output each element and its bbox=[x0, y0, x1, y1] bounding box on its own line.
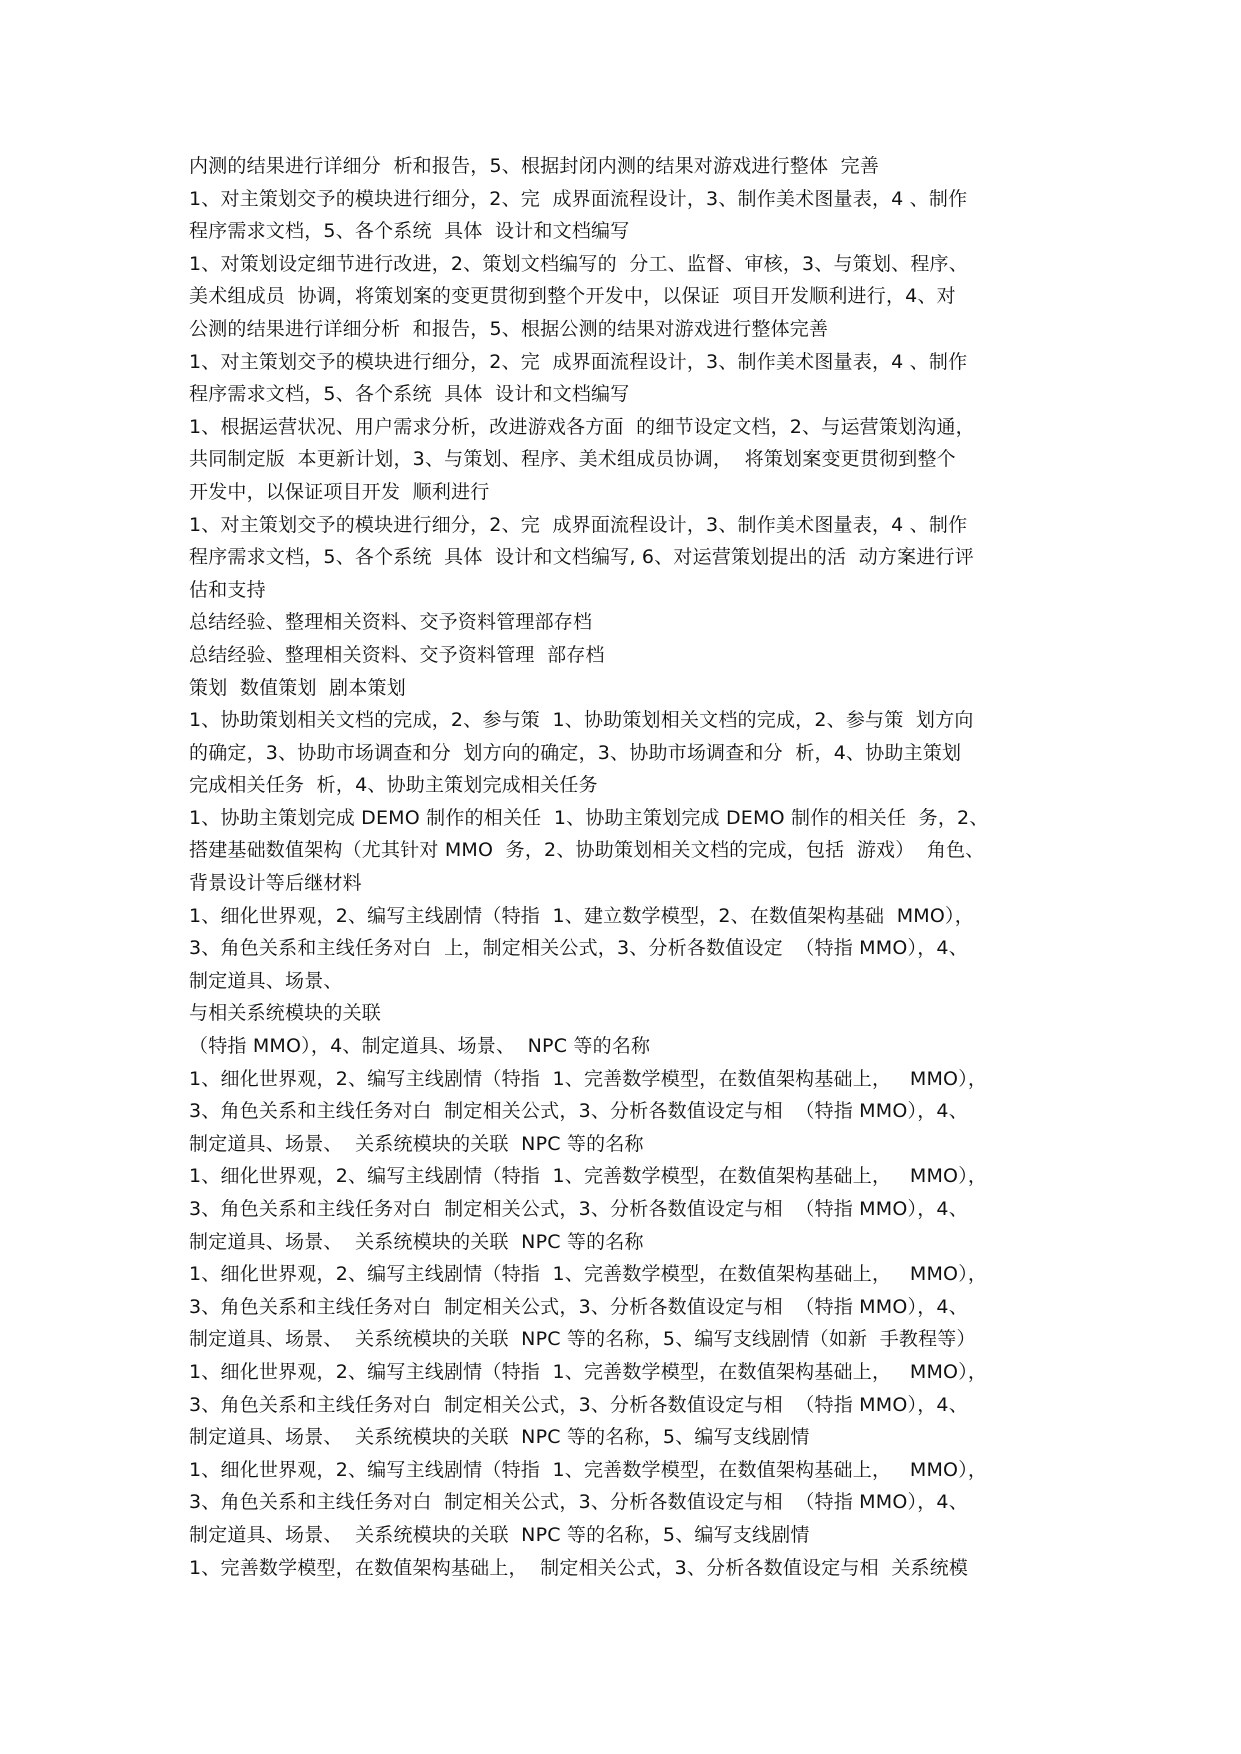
text-line: 程序需求文档，5、各个系统 具体 设计和文档编写, 6、对运营策划提出的活 动方案进行评 bbox=[189, 546, 974, 569]
text-line: 共同制定版 本更新计划，3、与策划、程序、美术组成员协调， 将策划案变更贯彻到整个 bbox=[189, 448, 956, 471]
text-line: 3、角色关系和主线任务对白 制定相关公式，3、分析各数值设定与相 （特指 MMO），4、 bbox=[189, 1295, 968, 1318]
text-line: 程序需求文档，5、各个系统 具体 设计和文档编写 bbox=[189, 383, 630, 406]
text-line: 1、对主策划交予的模块进行细分，2、完 成界面流程设计，3、制作美术图量表，4 、制作 bbox=[189, 513, 968, 536]
text-line: 1、对主策划交予的模块进行细分，2、完 成界面流程设计，3、制作美术图量表，4 、制作 bbox=[189, 350, 968, 373]
text-line: 3、角色关系和主线任务对白 制定相关公式，3、分析各数值设定与相 （特指 MMO），4、 bbox=[189, 1198, 968, 1220]
text-line: 开发中，以保证项目开发 顺利进行 bbox=[189, 480, 490, 503]
text-line: 1、细化世界观，2、编写主线剧情（特指 1、完善数学模型，在数值架构基础上， MMO）， bbox=[189, 1067, 988, 1090]
text-line: 1、根据运营状况、用户需求分析，改进游戏各方面 的细节设定文档，2、与运营策划沟通， bbox=[189, 415, 975, 438]
text-line: 1、细化世界观，2、编写主线剧情（特指 1、建立数学模型，2、在数值架构基础 MMO）， bbox=[189, 904, 974, 927]
text-line: 1、细化世界观，2、编写主线剧情（特指 1、完善数学模型，在数值架构基础上， MMO）， bbox=[189, 1263, 988, 1286]
text-line: 制定道具、场景、 关系统模块的关联 NPC 等的名称 bbox=[189, 1230, 644, 1253]
text-line: 1、对主策划交予的模块进行细分，2、完 成界面流程设计，3、制作美术图量表，4 、制作 bbox=[189, 187, 968, 210]
text-line: 美术组成员 协调，将策划案的变更贯彻到整个开发中，以保证 项目开发顺利进行，4、对 bbox=[189, 285, 956, 308]
text-line: 3、角色关系和主线任务对白 制定相关公式，3、分析各数值设定与相 （特指 MMO），4、 bbox=[189, 1491, 968, 1514]
text-line: 1、协助策划相关文档的完成，2、参与策 1、协助策划相关文档的完成，2、参与策 划方向 bbox=[189, 709, 974, 732]
text-line: 程序需求文档，5、各个系统 具体 设计和文档编写 bbox=[189, 220, 630, 243]
text-line: 制定道具、场景、 关系统模块的关联 NPC 等的名称 bbox=[189, 1132, 644, 1155]
text-line: 总结经验、整理相关资料、交予资料管理 部存档 bbox=[189, 643, 605, 666]
text-line: 制定道具、场景、 关系统模块的关联 NPC 等的名称，5、编写支线剧情 bbox=[189, 1426, 810, 1449]
text-line: 3、角色关系和主线任务对白 制定相关公式，3、分析各数值设定与相 （特指 MMO），4、 bbox=[189, 1393, 968, 1416]
text-line: 1、细化世界观，2、编写主线剧情（特指 1、完善数学模型，在数值架构基础上， MMO）， bbox=[189, 1360, 988, 1383]
text-line: 的确定，3、协助市场调查和分 划方向的确定，3、协助市场调查和分 析，4、协助主策划 bbox=[189, 741, 962, 764]
text-line: 1、细化世界观，2、编写主线剧情（特指 1、完善数学模型，在数值架构基础上， MMO）， bbox=[189, 1458, 988, 1481]
text-line: 内测的结果进行详细分 析和报告，5、根据封闭内测的结果对游戏进行整体 完善 bbox=[189, 155, 880, 177]
text-line: 搭建基础数值架构（尤其针对 MMO 务，2、协助策划相关文档的完成，包括 游戏） 角色、 bbox=[189, 839, 985, 862]
text-line: 总结经验、整理相关资料、交予资料管理部存档 bbox=[189, 611, 593, 634]
text-line: 制定道具、场景、 关系统模块的关联 NPC 等的名称，5、编写支线剧情 bbox=[189, 1523, 810, 1546]
text-line: 完成相关任务 析，4、协助主策划完成相关任务 bbox=[189, 774, 598, 797]
text-line: 1、细化世界观，2、编写主线剧情（特指 1、完善数学模型，在数值架构基础上， MMO）， bbox=[189, 1165, 988, 1188]
text-line: 背景设计等后继材料 bbox=[189, 872, 362, 895]
text-line: 3、角色关系和主线任务对白 上，制定相关公式，3、分析各数值设定 （特指 MMO），4、 bbox=[189, 937, 968, 960]
document-body bbox=[189, 150, 1069, 1584]
text-line: 策划 数值策划 剧本策划 bbox=[189, 676, 406, 699]
text-line: 1、对策划设定细节进行改进，2、策划文档编写的 分工、监督、审核，3、与策划、程序、 bbox=[189, 252, 968, 275]
text-line: 3、角色关系和主线任务对白 制定相关公式，3、分析各数值设定与相 （特指 MMO），4、 bbox=[189, 1100, 968, 1123]
text-line: 1、协助主策划完成 DEMO 制作的相关任 1、协助主策划完成 DEMO 制作的相关任 务，2、 bbox=[189, 806, 989, 829]
text-line: 估和支持 bbox=[189, 578, 266, 601]
text-line: （特指 MMO），4、制定道具、场景、 NPC 等的名称 bbox=[189, 1035, 651, 1058]
text-line: 制定道具、场景、 关系统模块的关联 NPC 等的名称，5、编写支线剧情（如新 手教程等） bbox=[189, 1328, 976, 1351]
text-line: 1、完善数学模型，在数值架构基础上， 制定相关公式，3、分析各数值设定与相 关系统模 bbox=[189, 1556, 969, 1579]
text-line: 公测的结果进行详细分析 和报告，5、根据公测的结果对游戏进行整体完善 bbox=[189, 317, 829, 340]
text-line: 制定道具、场景、 bbox=[189, 969, 343, 992]
text-line: 与相关系统模块的关联 bbox=[189, 1002, 382, 1025]
